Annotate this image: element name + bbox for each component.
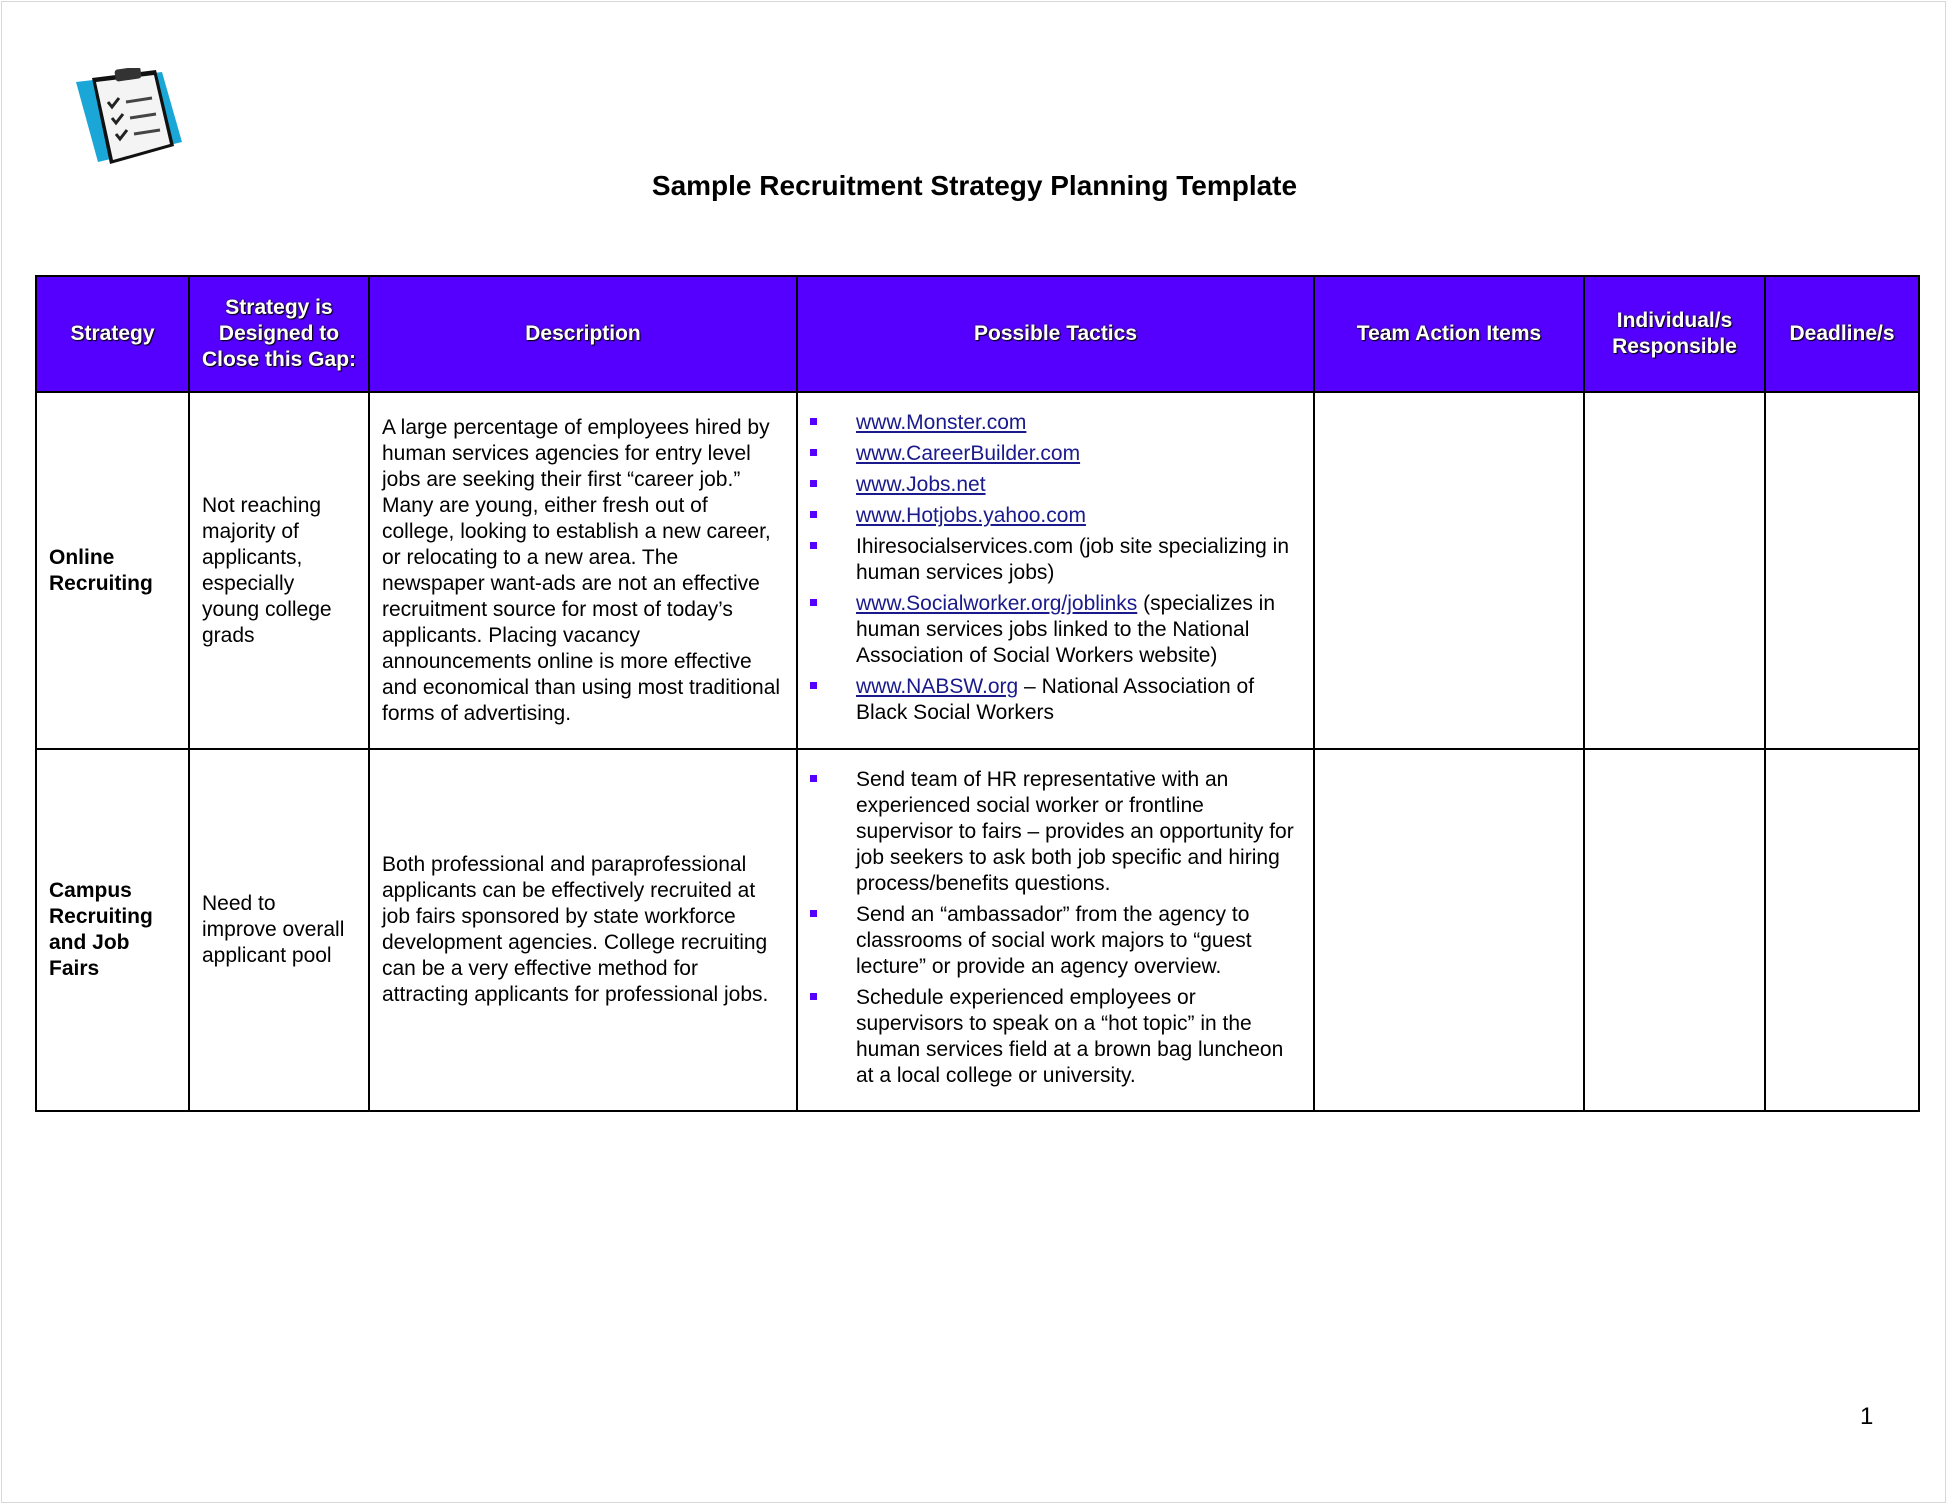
tactic-link[interactable]: www.Socialworker.org/joblinks bbox=[856, 592, 1138, 615]
tactics-list bbox=[810, 410, 1301, 726]
tactic-item bbox=[810, 410, 1301, 436]
tactic-item bbox=[810, 472, 1301, 498]
tactic-text: – National Association of Black Social Workers bbox=[856, 675, 1255, 724]
tactic-item bbox=[810, 674, 1301, 726]
tactic-text: Send team of HR representative with an experienced social worker or frontline supervisor to fairs – provides an opportunity for job seekers to ask both job specific and hiring process/benefits questions. bbox=[856, 767, 1294, 895]
description-cell: A large percentage of employees hired by human services agencies for entry level jobs are seeking their first “career job.” Many are young, either fresh out of college, looking to establish a new career, or relocating to a new area. The newspaper want-ads are not an effective recruitment source for most of today’s applicants. Placing vacancy announcements online is more effective and economical than using most traditional forms of advertising. bbox=[369, 392, 797, 749]
clipboard-checklist-icon bbox=[70, 68, 190, 178]
tactics-list bbox=[810, 767, 1301, 1089]
column-header-gap: Strategy is Designed to Close this Gap: bbox=[189, 276, 369, 392]
team-action-items-cell bbox=[1314, 392, 1584, 749]
responsible-cell bbox=[1584, 392, 1765, 749]
recruitment-strategy-table bbox=[35, 275, 1920, 1112]
document-title: Sample Recruitment Strategy Planning Template bbox=[651, 170, 1298, 201]
tactic-item bbox=[810, 902, 1301, 980]
tactic-link[interactable]: www.Monster.com bbox=[856, 411, 1027, 434]
tactic-item bbox=[810, 591, 1301, 669]
column-header-description: Description bbox=[369, 276, 797, 392]
tactic-text: (specializes in human services jobs linked to the National Association of Social Workers website) bbox=[856, 592, 1276, 667]
gap-cell: Not reaching majority of applicants, especially young college grads bbox=[189, 392, 369, 749]
deadline-cell bbox=[1765, 749, 1919, 1111]
tactic-item bbox=[810, 534, 1301, 586]
tactic-link[interactable]: www.NABSW.org bbox=[856, 675, 1019, 698]
column-header-team-action-items: Team Action Items bbox=[1314, 276, 1584, 392]
strategy-cell: Online Recruiting bbox=[36, 392, 189, 749]
tactic-link[interactable]: www.Hotjobs.yahoo.com bbox=[856, 504, 1086, 527]
tactics-cell bbox=[797, 749, 1314, 1111]
column-header-deadline: Deadline/s bbox=[1765, 276, 1919, 392]
column-header-possible-tactics: Possible Tactics bbox=[797, 276, 1314, 392]
column-header-strategy: Strategy bbox=[36, 276, 189, 392]
tactic-text: Ihiresocialservices.com (job site specializing in human services jobs) bbox=[856, 535, 1290, 584]
tactic-item bbox=[810, 503, 1301, 529]
tactic-text: Schedule experienced employees or supervisors to speak on a “hot topic” in the human services field at a brown bag luncheon at a local college or university. bbox=[856, 985, 1284, 1087]
team-action-items-cell bbox=[1314, 749, 1584, 1111]
tactic-item bbox=[810, 985, 1301, 1089]
gap-cell: Need to improve overall applicant pool bbox=[189, 749, 369, 1111]
tactic-text: Send an “ambassador” from the agency to classrooms of social work majors to “guest lecture” or provide an agency overview. bbox=[856, 902, 1252, 978]
tactic-link[interactable]: www.CareerBuilder.com bbox=[856, 442, 1081, 465]
tactic-item bbox=[810, 441, 1301, 467]
strategy-cell: Campus Recruiting and Job Fairs bbox=[36, 749, 189, 1111]
tactics-cell bbox=[797, 392, 1314, 749]
responsible-cell bbox=[1584, 749, 1765, 1111]
deadline-cell bbox=[1765, 392, 1919, 749]
tactic-item bbox=[810, 767, 1301, 897]
table-row bbox=[36, 392, 1919, 749]
description-cell: Both professional and paraprofessional applicants can be effectively recruited at job fairs sponsored by state workforce development agencies. College recruiting can be a very effective method for attracting applicants for professional jobs. bbox=[369, 749, 797, 1111]
table-header-row bbox=[36, 276, 1919, 392]
page-number: 1 bbox=[1860, 1403, 1874, 1430]
table-row bbox=[36, 749, 1919, 1111]
column-header-responsible: Individual/s Responsible bbox=[1584, 276, 1765, 392]
tactic-link[interactable]: www.Jobs.net bbox=[856, 473, 986, 496]
